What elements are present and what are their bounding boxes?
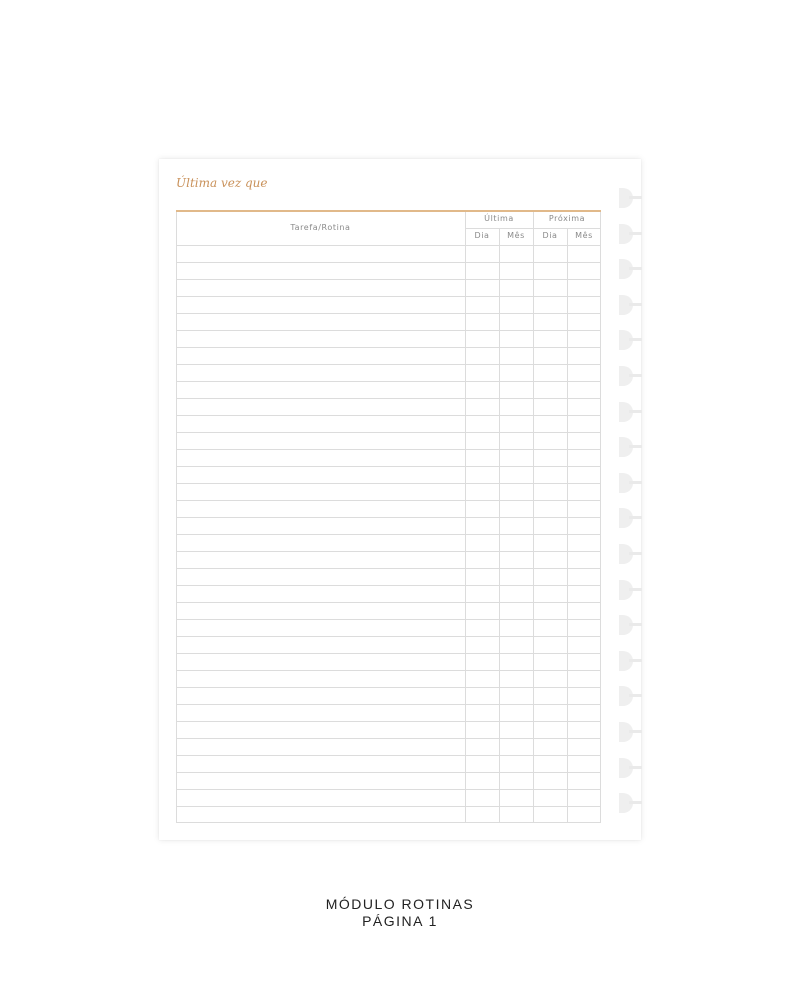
ring-stem xyxy=(629,801,642,804)
disc-binding-ring-icon xyxy=(619,224,644,244)
ring-stem xyxy=(629,338,642,341)
ring-stem xyxy=(629,303,642,306)
ring-stem xyxy=(629,267,642,270)
ring-stem xyxy=(629,481,642,484)
disc-binding-ring-icon xyxy=(619,544,644,564)
disc-binding-ring-icon xyxy=(619,295,644,315)
disc-binding-ring-icon xyxy=(619,508,644,528)
disc-binding-ring-icon xyxy=(619,366,644,386)
disc-binding-ring-icon xyxy=(619,330,644,350)
disc-binding-ring-icon xyxy=(619,686,644,706)
planner-page xyxy=(159,159,641,840)
ring-stem xyxy=(629,659,642,662)
binder-rings xyxy=(619,188,644,828)
page-caption: PÁGINA 1 xyxy=(362,913,438,929)
disc-binding-ring-icon xyxy=(619,722,644,742)
disc-binding-ring-icon xyxy=(619,473,644,493)
header-last-month: Mês xyxy=(507,231,525,240)
ring-stem xyxy=(629,374,642,377)
header-last-day: Dia xyxy=(474,231,490,240)
disc-binding-ring-icon xyxy=(619,615,644,635)
header-next-month: Mês xyxy=(575,231,593,240)
ring-stem xyxy=(629,766,642,769)
header-last: Última xyxy=(484,214,514,223)
disc-binding-ring-icon xyxy=(619,402,644,422)
disc-binding-ring-icon xyxy=(619,793,644,813)
ring-stem xyxy=(629,410,642,413)
routine-table xyxy=(176,210,601,823)
disc-binding-ring-icon xyxy=(619,259,644,279)
ring-stem xyxy=(629,196,642,199)
table-grid xyxy=(176,212,601,823)
header-next-day: Dia xyxy=(542,231,558,240)
ring-stem xyxy=(629,232,642,235)
ring-stem xyxy=(629,694,642,697)
ring-stem xyxy=(629,516,642,519)
disc-binding-ring-icon xyxy=(619,580,644,600)
header-next: Próxima xyxy=(548,214,586,223)
ring-stem xyxy=(629,552,642,555)
header-task-routine: Tarefa/Rotina xyxy=(290,223,351,232)
disc-binding-ring-icon xyxy=(619,651,644,671)
disc-binding-ring-icon xyxy=(619,758,644,778)
module-caption: MÓDULO ROTINAS xyxy=(325,896,475,912)
ring-stem xyxy=(629,445,642,448)
ring-stem xyxy=(629,623,642,626)
ring-stem xyxy=(629,730,642,733)
ring-stem xyxy=(629,588,642,591)
page-title: Última vez que xyxy=(176,176,268,190)
disc-binding-ring-icon xyxy=(619,437,644,457)
disc-binding-ring-icon xyxy=(619,188,644,208)
